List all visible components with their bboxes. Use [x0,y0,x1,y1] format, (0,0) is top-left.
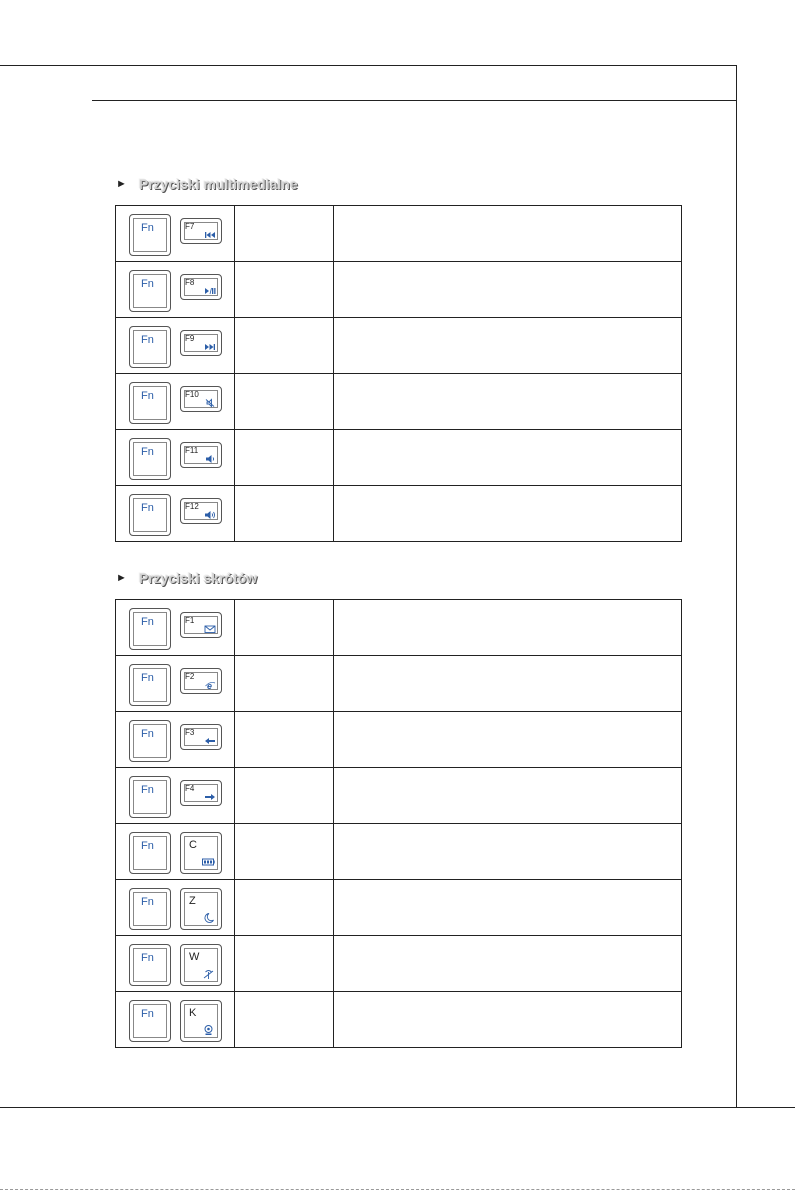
function-key [180,944,222,986]
key-combo-cell [116,992,235,1048]
fn-key [129,270,171,312]
section-title-text: Przyciski multimedialne [138,176,298,192]
fn-key-label: Fn [141,502,154,514]
key-combo-cell [116,430,235,486]
function-key [180,274,222,300]
fn-key-label: Fn [141,334,154,346]
page-frame-top [0,65,737,66]
fn-key-label: Fn [141,446,154,458]
fn-key [129,944,171,986]
key-combo-cell [116,600,235,656]
shortcut-keys-table [115,599,682,1048]
description-cell [334,430,682,486]
fn-key [129,214,171,256]
fn-key-label: Fn [141,952,154,964]
page-frame-right [736,65,737,1108]
fn-key-label: Fn [141,390,154,402]
description-cell [334,206,682,262]
function-name-cell [235,430,334,486]
fn-key [129,888,171,930]
fn-key [129,382,171,424]
function-key [180,780,222,806]
table-row [116,656,682,712]
fn-key [129,720,171,762]
function-name-cell [235,824,334,880]
function-key-label: F7 [185,222,195,231]
fn-key-label: Fn [141,784,154,796]
section-title-text: Przyciski skrótów [138,570,258,586]
key-combo-cell [116,880,235,936]
function-key [180,668,222,694]
description-cell [334,880,682,936]
table-row [116,712,682,768]
table-row [116,880,682,936]
fn-key-label: Fn [141,728,154,740]
key-combo-cell [116,262,235,318]
function-name-cell [235,880,334,936]
function-key-label: F12 [185,502,199,511]
fn-key-label: Fn [141,896,154,908]
function-key-label: F1 [185,616,195,625]
function-key-label: F8 [185,278,195,287]
function-key-label: F11 [185,446,199,455]
fn-key-label: Fn [141,222,154,234]
function-name-cell [235,486,334,542]
key-combo-cell [116,768,235,824]
function-key [180,218,222,244]
webcam-icon [202,1024,215,1036]
crop-dash-line [0,1189,795,1190]
description-cell [334,992,682,1048]
fn-key [129,1000,171,1042]
volume-up-icon [204,510,216,520]
function-name-cell [235,374,334,430]
description-cell [334,824,682,880]
description-cell [334,318,682,374]
next-track-icon [204,342,216,352]
table-row [116,824,682,880]
function-name-cell [235,768,334,824]
description-cell [334,936,682,992]
section-title-multimedia [116,174,298,194]
key-combo-cell [116,824,235,880]
function-name-cell [235,992,334,1048]
sleep-moon-icon [202,912,215,924]
function-name-cell [235,656,334,712]
fn-key-label: Fn [141,1008,154,1020]
function-key-label: F9 [185,334,195,343]
description-cell [334,600,682,656]
description-cell [334,656,682,712]
mute-icon [204,398,216,408]
key-combo-cell [116,486,235,542]
function-key-label: C [189,839,197,851]
fn-key-label: Fn [141,278,154,290]
function-key-label: Z [189,895,196,907]
key-combo-cell [116,656,235,712]
table-row [116,600,682,656]
fn-key [129,776,171,818]
battery-icon [202,856,215,868]
arrow-left-icon [204,736,216,746]
function-key [180,442,222,468]
play-pause-icon [204,286,216,296]
function-key-label: W [189,951,200,963]
key-combo-cell [116,712,235,768]
function-name-cell [235,206,334,262]
function-key [180,724,222,750]
function-key-label: F4 [185,784,195,793]
function-key-label: K [189,1007,197,1019]
fn-key [129,326,171,368]
fn-key [129,438,171,480]
bullet-arrow-icon: ► [116,572,127,584]
description-cell [334,374,682,430]
function-name-cell [235,262,334,318]
function-key [180,386,222,412]
table-row [116,206,682,262]
function-key-label: F2 [185,672,195,681]
fn-key [129,664,171,706]
function-key [180,832,222,874]
section-title-shortcuts [116,568,257,588]
table-row [116,992,682,1048]
volume-down-icon [204,454,216,464]
browser-icon [204,680,216,690]
fn-key-label: Fn [141,840,154,852]
table-row [116,262,682,318]
table-row [116,936,682,992]
function-name-cell [235,600,334,656]
function-name-cell [235,936,334,992]
description-cell [334,712,682,768]
fn-key-label: Fn [141,672,154,684]
function-key-label: F3 [185,728,195,737]
previous-track-icon [204,230,216,240]
description-cell [334,768,682,824]
key-combo-cell [116,374,235,430]
key-combo-cell [116,206,235,262]
table-row [116,318,682,374]
arrow-right-icon [204,792,216,802]
table-row [116,374,682,430]
fn-key [129,832,171,874]
function-key [180,612,222,638]
key-combo-cell [116,936,235,992]
table-row [116,768,682,824]
svg-text:e: e [207,681,213,690]
function-key [180,330,222,356]
table-row [116,486,682,542]
function-name-cell [235,318,334,374]
header-rule [92,100,737,101]
fn-key [129,608,171,650]
bullet-arrow-icon: ► [116,178,127,190]
function-key [180,498,222,524]
fn-key [129,494,171,536]
function-name-cell [235,712,334,768]
multimedia-keys-table [115,205,682,542]
wireless-off-icon [202,968,215,980]
description-cell [334,262,682,318]
function-key-label: F10 [185,390,199,399]
description-cell [334,486,682,542]
function-key [180,888,222,930]
mail-icon [204,624,216,634]
table-row [116,430,682,486]
key-combo-cell [116,318,235,374]
function-key [180,1000,222,1042]
page-frame-bottom [0,1107,795,1108]
fn-key-label: Fn [141,616,154,628]
